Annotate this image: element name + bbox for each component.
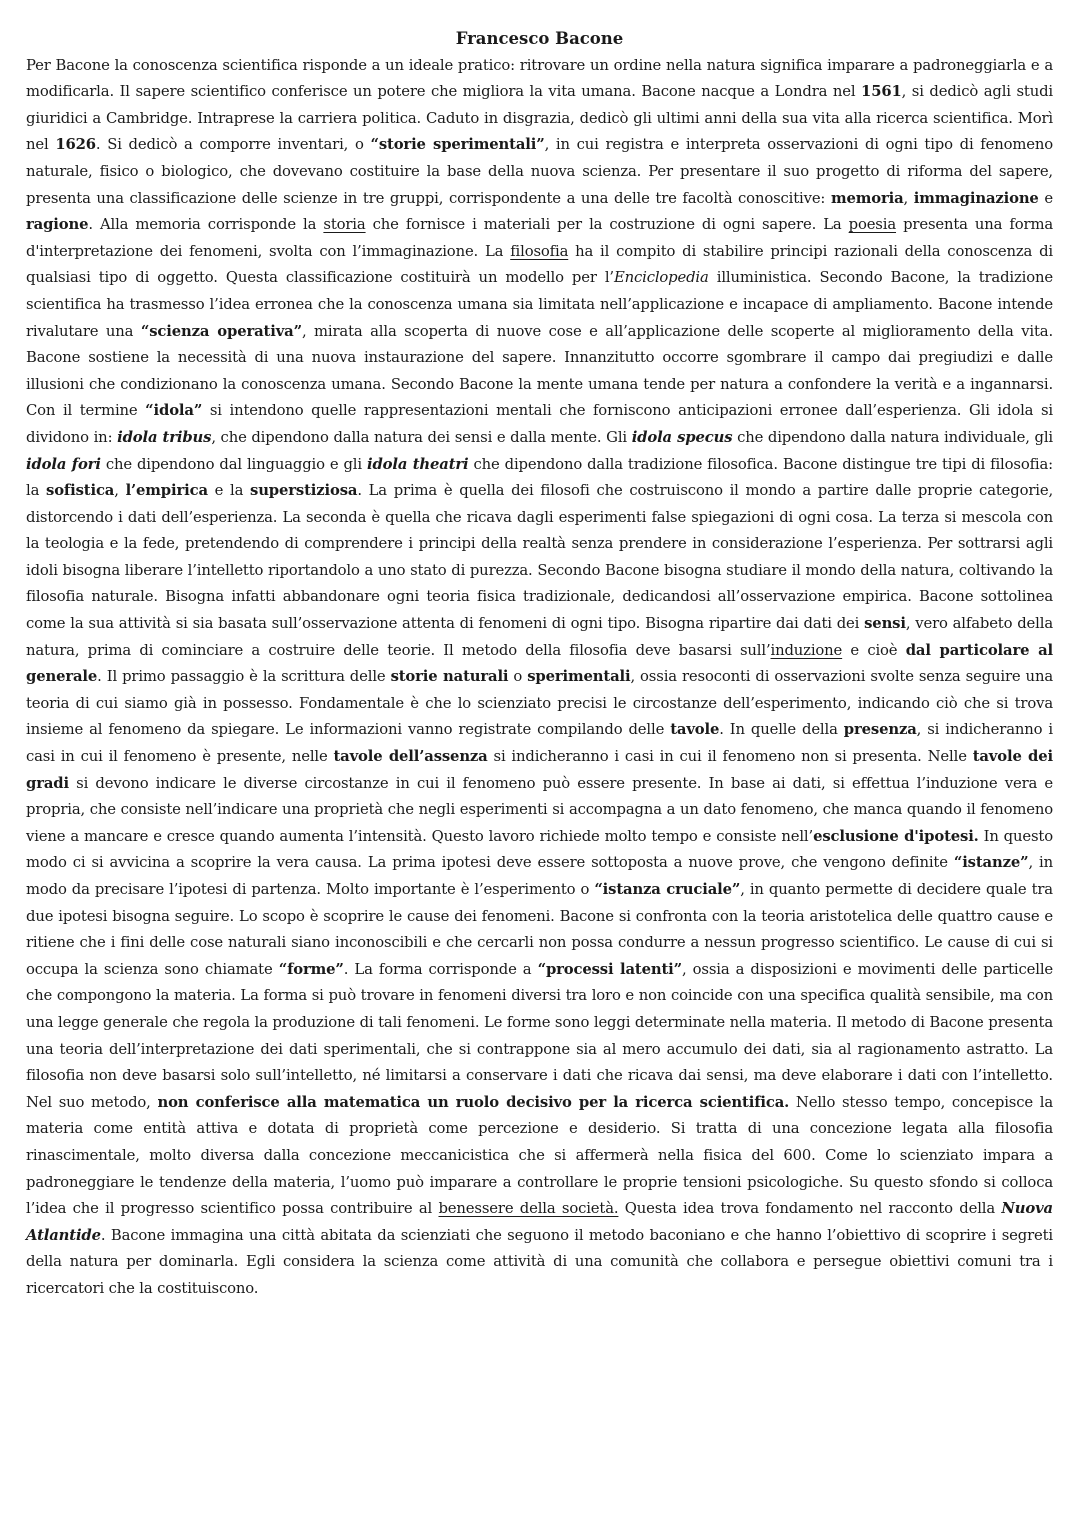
- text-run: , in modo da precisare l’ipotesi di partenza. Molto importante è l’esperimento o: [26, 854, 1053, 898]
- underlined-term: induzione: [770, 641, 843, 659]
- text-run: , si indicheranno i casi in cui il fenomeno è presente, nelle: [26, 721, 1053, 766]
- text-run: . Bacone immagina una città abitata da scienziati che seguono il metodo baconiano e che hanno l’obiettivo di scoprire i segreti della natura per dominarla. Egli considera la scienza come attività di una comunità che collabora e persegue obiettivi comuni tra i ricercatori che la costituiscono.: [26, 1226, 1053, 1297]
- bold-term: “storie sperimentali”: [370, 136, 545, 154]
- text-run: , mirata alla scoperta di nuove cose e all’applicazione delle scoperte al miglioramento della vita. Bacone sostiene la necessità di una nuova instaurazione del sapere. Innanzitutto occorre sgombrare il campo dai pregiudizi e dalle illusioni che condizionano la conoscenza umana. Secondo Bacone la mente umana tende per natura a confondere la verità e a ingannarsi. Con il termine: [26, 322, 1054, 420]
- bold-term: esclusione d'ipotesi.: [813, 827, 979, 845]
- bold-term: “istanze”: [953, 854, 1029, 872]
- underlined-term: filosofia: [510, 242, 569, 260]
- bold-term: non conferisce alla matematica un ruolo decisivo per la ricerca scientifica.: [157, 1093, 790, 1111]
- page-title: Francesco Bacone: [455, 29, 624, 48]
- text-run: si indicheranno i casi in cui il fenomeno non si presenta. Nelle: [487, 748, 973, 766]
- underlined-term: poesia: [848, 216, 897, 234]
- emphasized-term: idola theatri: [366, 455, 469, 473]
- text-run: , si dedicò agli studi giuridici a Cambridge. Intraprese la carriera politica. Caduto in disgrazia, dedicò gli ultimi anni della sua vita alla ricerca scientifica. Morì nel: [26, 83, 1053, 154]
- bold-term: “forme”: [278, 960, 344, 978]
- text-run: ha il compito di stabilire principi razionali della conoscenza di qualsiasi tipo di oggetto. Questa classificazione costituirà un modello per l’: [26, 242, 1053, 287]
- text-run: , che dipendono dalla natura dei sensi e dalla mente. Gli: [211, 428, 632, 446]
- text-run: , in quanto permette di decidere quale tra due ipotesi bisogna seguire. Lo scopo è scoprire le cause dei fenomeni. Bacone si confronta con la teoria aristotelica delle quattro cause e ritiene che i fini delle cose naturali siano inconoscibili e che cercarli non possa condurre a nessun progresso scientifico. Le cause di cui si occupa la scienza sono chiamate: [26, 881, 1053, 978]
- text-run: e: [1038, 189, 1053, 207]
- bold-term: l’empirica: [125, 482, 208, 500]
- text-run: che dipendono dalla tradizione filosofica. Bacone distingue tre tipi di filosofia: la: [26, 455, 1053, 500]
- bold-term: presenza: [843, 721, 917, 739]
- bold-term: 1626: [55, 136, 96, 154]
- bold-term: “processi latenti”: [537, 960, 682, 978]
- bold-term: sperimentali: [527, 668, 631, 686]
- text-run: che fornisce i materiali per la costruzione di ogni sapere. La: [365, 216, 849, 234]
- text-run: ,: [114, 482, 126, 500]
- text-run: Nello stesso tempo, concepisce la materia come entità attiva e dotata di proprietà come percezione e desiderio. Si tratta di una concezione legata alla filosofia rinascimentale, molto diversa dalla concezione meccanicistica che si affermerà nella fisica del 600. Come lo scienziato impara a padroneggiare le tendenze della materia, l’uomo può imparare a controllare le proprie tensioni psicologiche. Su questo sfondo si colloca l’idea che il progresso scientifico possa contribuire al: [26, 1093, 1053, 1218]
- bold-term: ragione: [26, 216, 89, 234]
- emphasized-term: idola specus: [631, 428, 733, 446]
- text-run: presenta una forma d'interpretazione dei fenomeni, svolta con l’immaginazione. La: [26, 216, 1053, 260]
- bold-term: sofistica: [46, 482, 115, 500]
- text-run: , vero alfabeto della natura, prima di cominciare a costruire delle teorie. Il metodo della filosofia deve basarsi sull’: [26, 615, 1053, 659]
- text-run: . Alla memoria corrisponde la: [88, 216, 324, 234]
- text-run: che dipendono dalla natura individuale, gli: [732, 428, 1053, 446]
- emphasized-term: Enciclopedia: [613, 269, 709, 287]
- text-run: , ossia a disposizioni e movimenti delle particelle che compongono la materia. La forma si può trovare in fenomeni diversi tra loro e non coincide con una specifica qualità sensibile, ma con una legge generale che regola la produzione di tali fenomeni. Le forme sono leggi determinate nella materia. Il metodo di Bacone presenta una teoria dell’interpretazione dei dati sperimentali, che si contrappone sia al mero accumulo dei dati, sia al ragionamento astratto. La filosofia non deve basarsi solo sull’intelletto, né limitarsi a conservare i dati che ricava dai sensi, ma deve elaborare i dati con l’intelletto. Nel suo metodo,: [26, 960, 1054, 1111]
- text-run: che dipendono dal linguaggio e gli: [100, 455, 367, 473]
- bold-term: sensi: [864, 615, 906, 633]
- text-run: e la: [207, 482, 251, 500]
- emphasized-term: idola fori: [26, 455, 101, 473]
- bold-term: dal particolare al generale: [26, 641, 1053, 686]
- bold-term: storie naturali: [390, 668, 509, 686]
- bold-term: immaginazione: [913, 189, 1039, 207]
- bold-term: tavole: [670, 721, 720, 739]
- text-run: . La forma corrisponde a: [343, 960, 538, 978]
- text-run: si intendono quelle rappresentazioni mentali che forniscono anticipazioni erronee dall’esperienza. Gli idola si dividono in:: [26, 402, 1053, 446]
- text-run: . Il primo passaggio è la scrittura delle: [97, 668, 391, 686]
- text-run: o: [508, 668, 528, 686]
- bold-term: tavole dei gradi: [26, 748, 1053, 792]
- text-run: . Si dedicò a comporre inventari, o: [95, 136, 371, 154]
- emphasized-term: Nuova Atlantide: [26, 1200, 1053, 1244]
- underlined-term: benessere della società.: [438, 1200, 619, 1218]
- text-run: ,: [903, 189, 914, 207]
- text-run: In questo modo ci si avvicina a scoprire la vera causa. La prima ipotesi deve essere sottoposta a nuove prove, che vengono definite: [26, 827, 1053, 872]
- bold-term: “scienza operativa”: [140, 322, 302, 340]
- text-run: illuministica. Secondo Bacone, la tradizione scientifica ha trasmesso l’idea erronea che la conoscenza umana sia limitata nell’applicazione e incapace di ampliamento. Bacone intende rivalutare una: [26, 269, 1053, 340]
- text-run: si devono indicare le diverse circostanze in cui il fenomeno può essere presente. In base ai dati, si effettua l’induzione vera e propria, che consiste nell’indicare una proprietà che negli esperimenti si accompagna a un dato fenomeno, che manca quando il fenomeno viene a mancare e cresce quando aumenta l’intensità. Questo lavoro richiede molto tempo e consiste nell’: [26, 774, 1053, 845]
- text-run: e cioè: [842, 641, 906, 659]
- bold-term: “idola”: [145, 402, 203, 420]
- text-run: , ossia resoconti di osservazioni svolte senza seguire una teoria di cui siamo già in possesso. Fondamentale è che lo scienziato precisi le circostanze dell’esperimento, indicando ciò che si trova insieme al fenomeno da spiegare. Le informazioni vanno registrate compilando delle: [26, 668, 1053, 739]
- bold-term: tavole dell’assenza: [333, 748, 488, 766]
- bold-term: 1561: [861, 83, 902, 101]
- text-run: Questa idea trova fondamento nel racconto della: [618, 1200, 1002, 1218]
- bold-term: “istanza cruciale”: [594, 881, 741, 898]
- text-run: , in cui registra e interpreta osservazioni di ogni tipo di fenomeno naturale, fisico o biologico, che dovevano costituire la base della nuova scienza. Per presentare il suo progetto di riforma del sapere, presenta una classificazione delle scienze in tre gruppi, corrispondente a una delle tre facoltà conoscitive:: [26, 136, 1053, 207]
- text-run: Per Bacone la conoscenza scientifica risponde a un ideale pratico: ritrovare un ordine nella natura significa imparare a padroneggiarla e a modificarla. Il sapere scientifico conferisce un potere che migliora la vita umana. Bacone nacque a Londra nel: [26, 56, 1053, 101]
- underlined-term: storia: [323, 216, 366, 234]
- text-run: . In quelle della: [719, 721, 844, 739]
- emphasized-term: idola tribus: [117, 428, 212, 446]
- bold-term: memoria: [830, 189, 904, 207]
- text-run: . La prima è quella dei filosofi che costruiscono il mondo a partire dalle proprie categorie, distorcendo i dati dell’esperienza. La seconda è quella che ricava dagli esperimenti false spiegazioni di ogni cosa. La terza si mescola con la teologia e la fede, pretendendo di comprendere i principi della realtà senza prendere in considerazione l’esperienza. Per sottrarsi agli idoli bisogna liberare l’intelletto riportandolo a uno stato di purezza. Secondo Bacone bisogna studiare il mondo della natura, coltivando la filosofia naturale. Bisogna infatti abbandonare ogni teoria fisica tradizionale, dedicandosi all’osservazione empirica. Bacone sottolinea come la sua attività si sia basata sull’osservazione attenta di fenomeni di ogni tipo. Bisogna ripartire dai dati dei: [26, 482, 1054, 633]
- bold-term: superstiziosa: [250, 482, 358, 500]
- body-paragraph: [26, 53, 1053, 1303]
